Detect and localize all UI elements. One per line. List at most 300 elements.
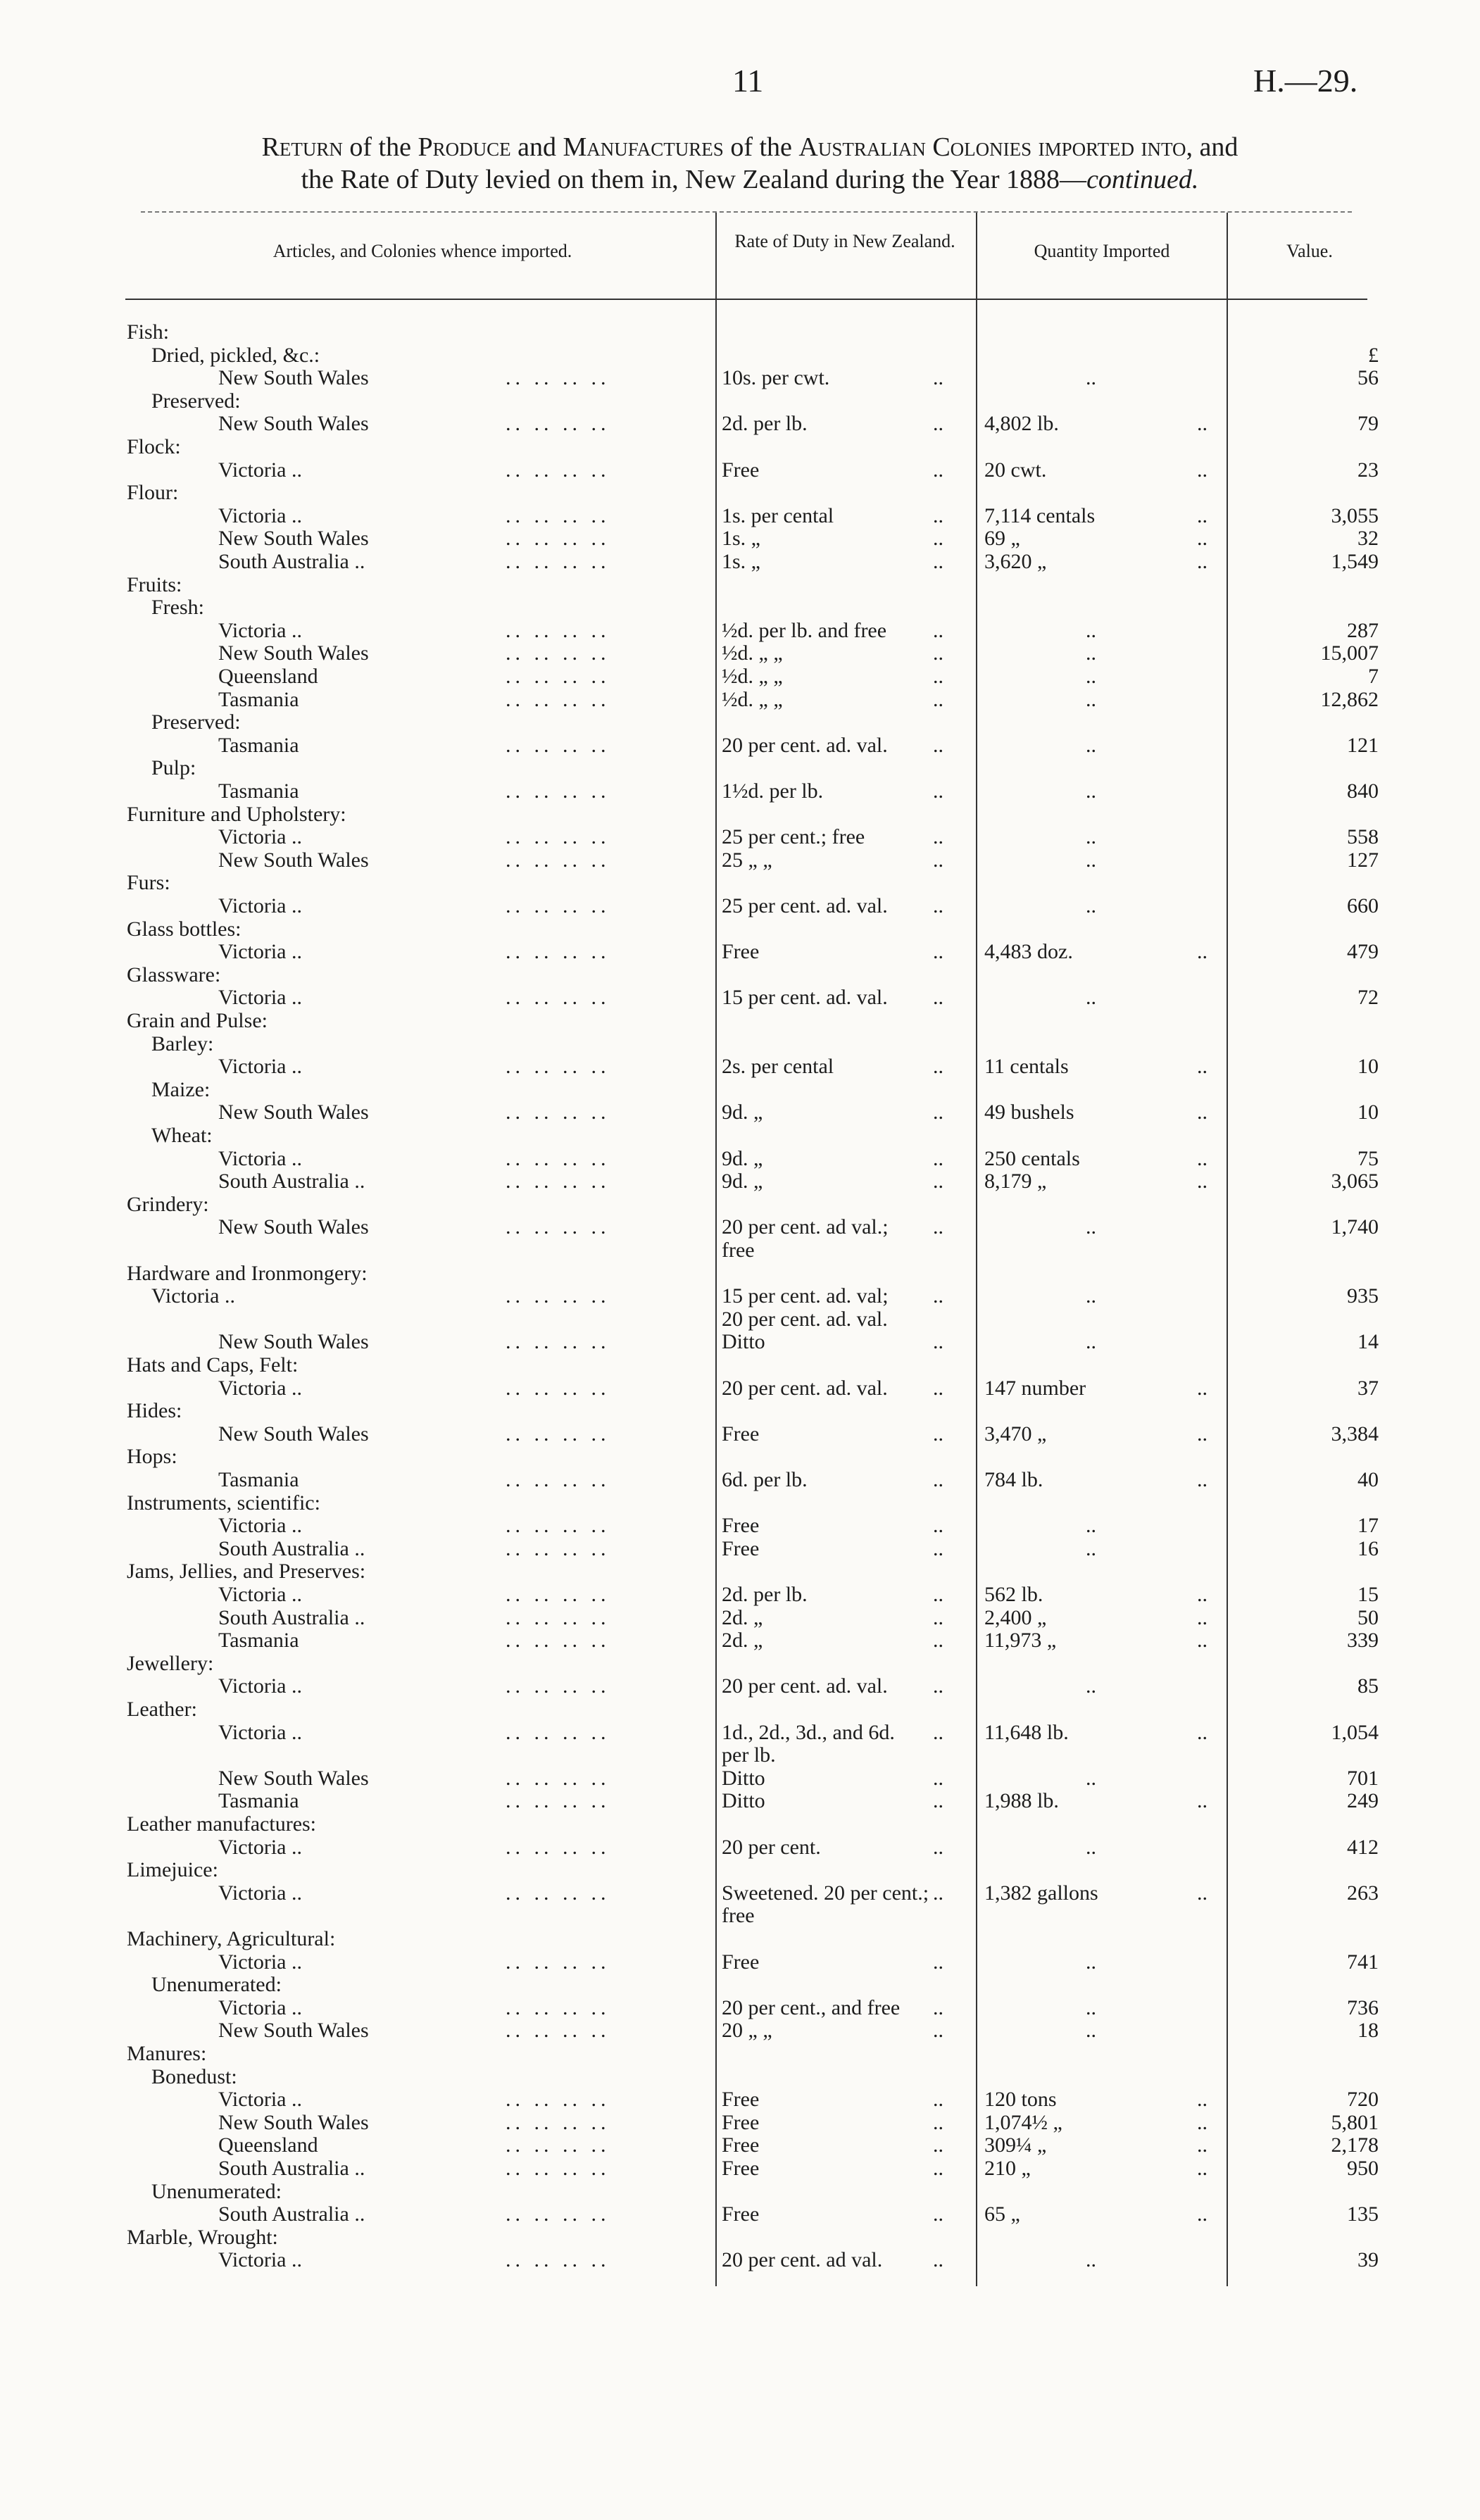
table-row bbox=[0, 986, 1480, 1009]
article-name: Jewellery: bbox=[127, 1652, 214, 1675]
leader-dots: .. bbox=[933, 1674, 943, 1698]
table-row bbox=[0, 2203, 1480, 2226]
table-row bbox=[0, 551, 1480, 573]
article-name: Tasmania bbox=[218, 734, 299, 757]
article-name: Queensland bbox=[218, 665, 318, 688]
duty-rate: 9d. „ bbox=[722, 1101, 763, 1124]
article-name: Victoria .. bbox=[218, 1881, 302, 1905]
article-name: Maize: bbox=[151, 1078, 211, 1101]
leader-dots: .. .. .. .. bbox=[506, 1101, 610, 1124]
article-name: Instruments, scientific: bbox=[127, 1491, 320, 1515]
article-name: New South Wales bbox=[218, 1215, 369, 1239]
table-row bbox=[0, 1492, 1480, 1515]
leader-dots: .. bbox=[933, 1629, 943, 1652]
duty-rate: 20 per cent. ad val. bbox=[722, 2248, 883, 2271]
article-name: Victoria .. bbox=[218, 504, 302, 527]
table-row bbox=[0, 757, 1480, 779]
quantity: 69 „ bbox=[984, 527, 1020, 550]
leader-dots: .. bbox=[933, 1147, 943, 1170]
quantity: 250 centals bbox=[984, 1147, 1080, 1170]
table-row bbox=[0, 1584, 1480, 1606]
quantity: 11,973 „ bbox=[984, 1629, 1057, 1652]
table-row bbox=[0, 826, 1480, 848]
leader-dots: .. .. .. .. bbox=[506, 2133, 610, 2157]
duty-rate: ½d. „ „ bbox=[722, 641, 783, 665]
title-word: , and bbox=[1186, 132, 1238, 162]
duty-rate: 1s. per cental bbox=[722, 504, 834, 527]
article-name: South Australia .. bbox=[218, 550, 365, 573]
leader-dots: .. .. .. .. bbox=[506, 2202, 610, 2226]
leader-dots: .. bbox=[1197, 504, 1208, 527]
leader-dots: .. bbox=[933, 894, 943, 917]
table-row-continuation bbox=[0, 1905, 1480, 1927]
header-bottom-rule bbox=[125, 299, 1367, 300]
value: 127 bbox=[1347, 848, 1379, 872]
leader-dots: .. bbox=[1197, 940, 1208, 963]
article-name: New South Wales bbox=[218, 1101, 369, 1124]
table-row bbox=[0, 941, 1480, 963]
leader-dots: .. .. .. .. bbox=[506, 1514, 610, 1537]
value: 15,007 bbox=[1320, 641, 1379, 665]
quantity: 784 lb. bbox=[984, 1468, 1043, 1491]
leader-dots: .. bbox=[933, 641, 943, 665]
quantity: 1,074½ „ bbox=[984, 2111, 1062, 2134]
article-name: Victoria .. bbox=[218, 619, 302, 642]
leader-dots: .. bbox=[933, 940, 943, 963]
leader-dots: .. .. .. .. bbox=[506, 1055, 610, 1078]
duty-rate: Ditto bbox=[722, 1330, 765, 1353]
table-row bbox=[0, 1675, 1480, 1698]
leader-dots: .. .. .. .. bbox=[506, 641, 610, 665]
quantity: .. bbox=[1086, 1215, 1096, 1239]
article-name: Leather manufactures: bbox=[127, 1812, 317, 1836]
duty-rate-continued: free bbox=[722, 1239, 755, 1262]
leader-dots: .. bbox=[1197, 1468, 1208, 1491]
leader-dots: .. bbox=[933, 1101, 943, 1124]
table-row bbox=[0, 1928, 1480, 1950]
quantity: .. bbox=[1086, 986, 1096, 1009]
leader-dots: .. bbox=[1197, 2088, 1208, 2111]
value: 7 bbox=[1368, 665, 1379, 688]
title-word: of the bbox=[349, 132, 411, 162]
duty-rate: 25 per cent. ad. val. bbox=[722, 894, 888, 917]
table-row bbox=[0, 1698, 1480, 1721]
table-row bbox=[0, 1974, 1480, 1996]
article-name: New South Wales bbox=[218, 641, 369, 665]
duty-rate: Free bbox=[722, 2133, 760, 2157]
table-row bbox=[0, 459, 1480, 482]
quantity: .. bbox=[1086, 1514, 1096, 1537]
title-word: of the bbox=[730, 132, 792, 162]
leader-dots: .. .. .. .. bbox=[506, 734, 610, 757]
quantity: 49 bushels bbox=[984, 1101, 1074, 1124]
article-name: New South Wales bbox=[218, 1767, 369, 1790]
duty-rate: Free bbox=[722, 1537, 760, 1560]
leader-dots: .. bbox=[933, 665, 943, 688]
article-name: South Australia .. bbox=[218, 1537, 365, 1560]
title-line-2 bbox=[106, 163, 1394, 196]
article-name: Flour: bbox=[127, 481, 179, 504]
article-name: Victoria .. bbox=[218, 1583, 302, 1606]
article-name: Victoria .. bbox=[218, 940, 302, 963]
article-name: Hops: bbox=[127, 1445, 177, 1468]
leader-dots: .. bbox=[933, 1514, 943, 1537]
table-row bbox=[0, 1079, 1480, 1101]
value: 950 bbox=[1347, 2157, 1379, 2180]
article-name: Unenumerated: bbox=[151, 1973, 282, 1996]
quantity: .. bbox=[1086, 894, 1096, 917]
leader-dots: .. .. .. .. bbox=[506, 1537, 610, 1560]
leader-dots: .. bbox=[1197, 1629, 1208, 1652]
duty-rate: 20 per cent., and free bbox=[722, 1996, 901, 2019]
quantity: 210 „ bbox=[984, 2157, 1031, 2180]
leader-dots: .. .. .. .. bbox=[506, 2088, 610, 2111]
table-row bbox=[0, 1124, 1480, 1147]
quantity: 309¼ „ bbox=[984, 2133, 1047, 2157]
quantity: 3,620 „ bbox=[984, 550, 1047, 573]
page-title bbox=[106, 131, 1394, 196]
duty-rate: 20 per cent. bbox=[722, 1836, 821, 1859]
article-name: Preserved: bbox=[151, 710, 241, 734]
leader-dots: .. .. .. .. bbox=[506, 986, 610, 1009]
leader-dots: .. bbox=[933, 1950, 943, 1974]
leader-dots: .. bbox=[933, 1284, 943, 1308]
article-name: South Australia .. bbox=[218, 2202, 365, 2226]
value: 263 bbox=[1347, 1881, 1379, 1905]
article-name: Victoria .. bbox=[218, 894, 302, 917]
duty-rate: Ditto bbox=[722, 1789, 765, 1812]
article-name: Machinery, Agricultural: bbox=[127, 1927, 336, 1950]
table-row bbox=[0, 1790, 1480, 1812]
quantity: .. bbox=[1086, 734, 1096, 757]
duty-rate: ½d. per lb. and free bbox=[722, 619, 887, 642]
value: 32 bbox=[1357, 527, 1379, 550]
table-row bbox=[0, 1423, 1480, 1446]
article-name: Fruits: bbox=[127, 573, 182, 596]
table-row bbox=[0, 803, 1480, 826]
leader-dots: .. bbox=[933, 1170, 943, 1193]
quantity: 120 tons bbox=[984, 2088, 1057, 2111]
header-top-rule bbox=[141, 211, 1352, 213]
article-name: Hides: bbox=[127, 1399, 182, 1422]
article-name: New South Wales bbox=[218, 1330, 369, 1353]
table-row bbox=[0, 895, 1480, 917]
table-row bbox=[0, 1469, 1480, 1491]
article-name: Bonedust: bbox=[151, 2065, 237, 2088]
value: 135 bbox=[1347, 2202, 1379, 2226]
table-row bbox=[0, 574, 1480, 596]
table-row bbox=[0, 367, 1480, 389]
leader-dots: .. .. .. .. bbox=[506, 1881, 610, 1905]
duty-rate: 20 per cent. ad. val. bbox=[722, 1674, 888, 1698]
article-name: Pulp: bbox=[151, 756, 196, 779]
article-name: Grain and Pulse: bbox=[127, 1009, 268, 1032]
leader-dots: .. bbox=[1197, 1147, 1208, 1170]
duty-rate: 2d. per lb. bbox=[722, 412, 808, 435]
table-row bbox=[0, 1722, 1480, 1744]
leader-dots: .. .. .. .. bbox=[506, 665, 610, 688]
article-name: Victoria .. bbox=[218, 2088, 302, 2111]
article-name: South Australia .. bbox=[218, 1606, 365, 1629]
table-row bbox=[0, 1446, 1480, 1468]
table-row bbox=[0, 620, 1480, 642]
duty-rate: Free bbox=[722, 458, 760, 482]
article-name: Tasmania bbox=[218, 779, 299, 803]
leader-dots: .. bbox=[933, 1468, 943, 1491]
leader-dots: .. bbox=[933, 527, 943, 550]
table-row bbox=[0, 665, 1480, 688]
table-row bbox=[0, 344, 1480, 367]
article-name: Leather: bbox=[127, 1698, 197, 1721]
article-name: New South Wales bbox=[218, 1422, 369, 1446]
leader-dots: .. bbox=[1197, 1789, 1208, 1812]
leader-dots: .. bbox=[933, 1606, 943, 1629]
duty-rate: 1d., 2d., 3d., and 6d. bbox=[722, 1721, 895, 1744]
leader-dots: .. bbox=[933, 1055, 943, 1078]
article-name: Tasmania bbox=[218, 1468, 299, 1491]
table-row bbox=[0, 918, 1480, 941]
article-name: Unenumerated: bbox=[151, 2180, 282, 2203]
leader-dots: .. bbox=[1197, 1881, 1208, 1905]
leader-dots: .. bbox=[1197, 412, 1208, 435]
leader-dots: .. bbox=[933, 2111, 943, 2134]
leader-dots: .. bbox=[933, 2088, 943, 2111]
article-name: Hardware and Ironmongery: bbox=[127, 1262, 368, 1285]
leader-dots: .. bbox=[933, 1836, 943, 1859]
header-quantity: Quantity Imported bbox=[1034, 241, 1170, 261]
title-word: Produce bbox=[418, 132, 511, 162]
table-row bbox=[0, 1538, 1480, 1560]
quantity: .. bbox=[1086, 1674, 1096, 1698]
article-name: Victoria .. bbox=[218, 1836, 302, 1859]
table-row bbox=[0, 2112, 1480, 2134]
leader-dots: .. .. .. .. bbox=[506, 1377, 610, 1400]
value: 339 bbox=[1347, 1629, 1379, 1652]
table-row bbox=[0, 1882, 1480, 1905]
leader-dots: .. bbox=[933, 688, 943, 711]
table-row-continuation bbox=[0, 1744, 1480, 1767]
duty-rate-continued: free bbox=[722, 1904, 755, 1927]
quantity: 4,802 lb. bbox=[984, 412, 1059, 435]
value: 1,054 bbox=[1331, 1721, 1379, 1744]
table-row bbox=[0, 872, 1480, 894]
table-row bbox=[0, 1285, 1480, 1308]
article-name: Glass bottles: bbox=[127, 917, 242, 941]
article-name: Victoria .. bbox=[218, 458, 302, 482]
leader-dots: .. .. .. .. bbox=[506, 504, 610, 527]
table-row bbox=[0, 711, 1480, 734]
table-row bbox=[0, 1377, 1480, 1400]
leader-dots: .. bbox=[933, 1330, 943, 1353]
leader-dots: .. bbox=[933, 412, 943, 435]
leader-dots: .. bbox=[933, 2157, 943, 2180]
article-name: Tasmania bbox=[218, 1629, 299, 1652]
leader-dots: .. .. .. .. bbox=[506, 458, 610, 482]
table-row bbox=[0, 1653, 1480, 1675]
table-row bbox=[0, 1262, 1480, 1285]
article-name: Tasmania bbox=[218, 688, 299, 711]
title-text: the Rate of Duty levied on them in, New Zealand during the Year 1888— bbox=[301, 165, 1087, 194]
leader-dots: .. .. .. .. bbox=[506, 366, 610, 389]
value: 412 bbox=[1347, 1836, 1379, 1859]
table-row bbox=[0, 2019, 1480, 2042]
table-row bbox=[0, 849, 1480, 872]
leader-dots: .. .. .. .. bbox=[506, 1996, 610, 2019]
duty-rate: Free bbox=[722, 1950, 760, 1974]
duty-rate: 2s. per cental bbox=[722, 1055, 834, 1078]
header-value: Value. bbox=[1286, 241, 1333, 261]
table-row bbox=[0, 780, 1480, 803]
table-row bbox=[0, 2134, 1480, 2157]
value: 40 bbox=[1357, 1468, 1379, 1491]
leader-dots: .. .. .. .. bbox=[506, 1789, 610, 1812]
value: 10 bbox=[1357, 1101, 1379, 1124]
value: 1,549 bbox=[1331, 550, 1379, 573]
value: 2,178 bbox=[1331, 2133, 1379, 2157]
article-name: Victoria .. bbox=[218, 2248, 302, 2271]
quantity: .. bbox=[1086, 1836, 1096, 1859]
quantity: 7,114 centals bbox=[984, 504, 1096, 527]
value: 121 bbox=[1347, 734, 1379, 757]
leader-dots: .. .. .. .. bbox=[506, 940, 610, 963]
quantity: 4,483 doz. bbox=[984, 940, 1073, 963]
leader-dots: .. bbox=[1197, 1422, 1208, 1446]
article-name: Victoria .. bbox=[218, 1674, 302, 1698]
leader-dots: .. .. .. .. bbox=[506, 894, 610, 917]
article-name: Wheat: bbox=[151, 1124, 213, 1147]
duty-rate: 9d. „ bbox=[722, 1147, 763, 1170]
table-row bbox=[0, 1767, 1480, 1790]
value: 72 bbox=[1357, 986, 1379, 1009]
duty-rate: Free bbox=[722, 2157, 760, 2180]
quantity: 8,179 „ bbox=[984, 1170, 1047, 1193]
article-name: Barley: bbox=[151, 1032, 214, 1055]
table-row bbox=[0, 505, 1480, 527]
leader-dots: .. .. .. .. bbox=[506, 1629, 610, 1652]
leader-dots: .. .. .. .. bbox=[506, 779, 610, 803]
table-row bbox=[0, 1331, 1480, 1353]
article-name: South Australia .. bbox=[218, 1170, 365, 1193]
leader-dots: .. .. .. .. bbox=[506, 619, 610, 642]
article-name: Victoria .. bbox=[218, 1055, 302, 1078]
value: 75 bbox=[1357, 1147, 1379, 1170]
article-name: New South Wales bbox=[218, 366, 369, 389]
leader-dots: .. bbox=[933, 1996, 943, 2019]
leader-dots: .. .. .. .. bbox=[506, 412, 610, 435]
article-name: New South Wales bbox=[218, 848, 369, 872]
page-number: 11 bbox=[732, 63, 764, 99]
value: 558 bbox=[1347, 825, 1379, 848]
article-name: Jams, Jellies, and Preserves: bbox=[127, 1560, 366, 1583]
article-name: Victoria .. bbox=[218, 986, 302, 1009]
table-row bbox=[0, 964, 1480, 986]
table-row bbox=[0, 2088, 1480, 2111]
table-row-continuation bbox=[0, 1308, 1480, 1331]
leader-dots: .. bbox=[933, 2133, 943, 2157]
leader-dots: .. bbox=[1197, 2111, 1208, 2134]
article-name: Glassware: bbox=[127, 963, 221, 986]
leader-dots: .. bbox=[933, 2202, 943, 2226]
leader-dots: .. bbox=[933, 458, 943, 482]
value: 18 bbox=[1357, 2019, 1379, 2042]
quantity: 1,988 lb. bbox=[984, 1789, 1059, 1812]
leader-dots: .. .. .. .. bbox=[506, 848, 610, 872]
value: £ bbox=[1368, 344, 1379, 367]
leader-dots: .. .. .. .. bbox=[506, 550, 610, 573]
value: 37 bbox=[1357, 1377, 1379, 1400]
duty-rate: 2d. „ bbox=[722, 1629, 763, 1652]
table-row bbox=[0, 1515, 1480, 1537]
table-row bbox=[0, 2157, 1480, 2180]
leader-dots: .. bbox=[933, 848, 943, 872]
duty-rate: Free bbox=[722, 2088, 760, 2111]
table-row bbox=[0, 1216, 1480, 1239]
leader-dots: .. bbox=[933, 1537, 943, 1560]
table-row bbox=[0, 1354, 1480, 1377]
leader-dots: .. bbox=[933, 734, 943, 757]
table-row bbox=[0, 2249, 1480, 2271]
title-word: Australian Colonies imported into bbox=[798, 132, 1186, 162]
leader-dots: .. bbox=[1197, 1606, 1208, 1629]
duty-rate: 15 per cent. ad. val. bbox=[722, 986, 888, 1009]
duty-rate: Sweetened. 20 per cent.; bbox=[722, 1881, 929, 1905]
article-name: Queensland bbox=[218, 2133, 318, 2157]
leader-dots: .. .. .. .. bbox=[506, 1950, 610, 1974]
value: 15 bbox=[1357, 1583, 1379, 1606]
leader-dots: .. .. .. .. bbox=[506, 1147, 610, 1170]
table-row bbox=[0, 527, 1480, 550]
table-row bbox=[0, 1033, 1480, 1055]
duty-rate: Free bbox=[722, 1514, 760, 1537]
table-row bbox=[0, 482, 1480, 504]
duty-rate: ½d. „ „ bbox=[722, 688, 783, 711]
leader-dots: .. .. .. .. bbox=[506, 2157, 610, 2180]
article-name: Fish: bbox=[127, 320, 170, 344]
leader-dots: .. bbox=[933, 779, 943, 803]
leader-dots: .. bbox=[933, 2019, 943, 2042]
quantity: .. bbox=[1086, 688, 1096, 711]
leader-dots: .. .. .. .. bbox=[506, 1170, 610, 1193]
table-row bbox=[0, 2043, 1480, 2065]
leader-dots: .. .. .. .. bbox=[506, 825, 610, 848]
article-name: Manures: bbox=[127, 2042, 207, 2065]
article-name: Victoria .. bbox=[218, 825, 302, 848]
value: 39 bbox=[1357, 2248, 1379, 2271]
leader-dots: .. bbox=[933, 1422, 943, 1446]
leader-dots: .. bbox=[1197, 1377, 1208, 1400]
leader-dots: .. bbox=[933, 1377, 943, 1400]
value: 287 bbox=[1347, 619, 1379, 642]
table-row bbox=[0, 436, 1480, 458]
article-name: Furniture and Upholstery: bbox=[127, 803, 346, 826]
quantity: .. bbox=[1086, 1537, 1096, 1560]
leader-dots: .. .. .. .. bbox=[506, 688, 610, 711]
leader-dots: .. bbox=[1197, 458, 1208, 482]
value: 12,862 bbox=[1320, 688, 1379, 711]
article-name: South Australia .. bbox=[218, 2157, 365, 2180]
leader-dots: .. .. .. .. bbox=[506, 1468, 610, 1491]
table-row bbox=[0, 321, 1480, 344]
article-name: Victoria .. bbox=[218, 1147, 302, 1170]
table-row bbox=[0, 2181, 1480, 2203]
table-row bbox=[0, 596, 1480, 619]
article-name: Victoria .. bbox=[218, 1514, 302, 1537]
article-name: Marble, Wrought: bbox=[127, 2226, 278, 2249]
quantity: .. bbox=[1086, 1330, 1096, 1353]
article-name: Victoria .. bbox=[218, 1377, 302, 1400]
article-name: Preserved: bbox=[151, 389, 241, 413]
value: 85 bbox=[1357, 1674, 1379, 1698]
